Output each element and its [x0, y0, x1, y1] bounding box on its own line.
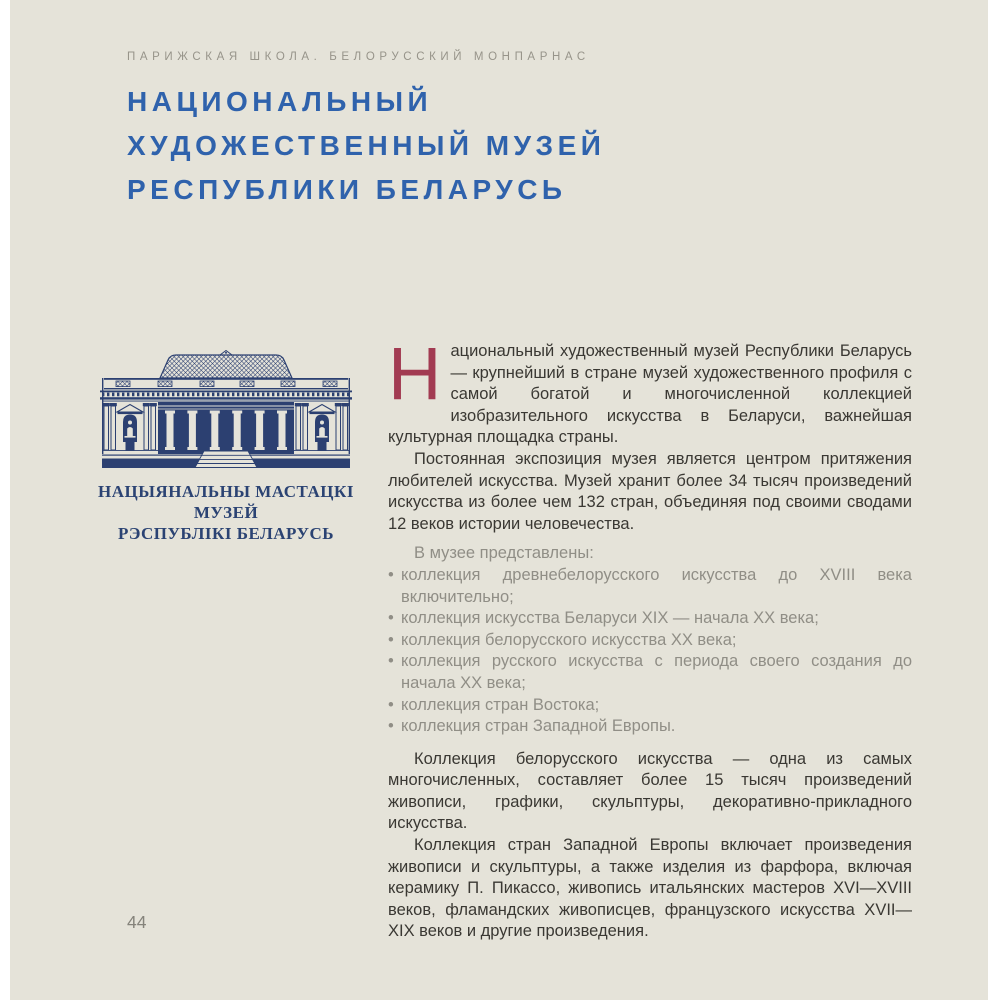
list-item: • коллекция искусства Беларуси XIX — начала XX века; [388, 608, 912, 630]
running-head: ПАРИЖСКАЯ ШКОЛА. БЕЛОРУССКИЙ МОНПАРНАС [127, 51, 590, 63]
collections-section [388, 543, 912, 737]
page-title [127, 80, 605, 212]
drop-cap: Н [388, 332, 442, 415]
paragraph: Коллекция стран Западной Европы включает произведения живописи и скульптуры, а также изделия из фарфора, включая керамику П. Пикассо, живопись итальянских мастеров XVI—XVIII веков, фламандских живописцев, французского искусства XVII—XIX веков и другие произведения. [388, 836, 912, 941]
list-item: • коллекция русского искусства с периода своего создания до начала XX века; [388, 651, 912, 694]
list-intro: В музее представлены: [414, 544, 594, 563]
lead-paragraph-text: ациональный художественный музей Республики Беларусь — крупнейший в стране музей художественного профиля с самой богатой и многочисленной коллекцией изобразительного искусства в Беларуси, важнейшая культурная площадка страны. [388, 342, 912, 447]
figure-caption [70, 481, 382, 544]
figure-caption-line-1: НАЦЫЯНАЛЬНЫ МАСТАЦКІ МУЗЕЙ [98, 482, 354, 522]
paragraph: Постоянная экспозиция музея является центром притяжения любителей искусства. Музей хранит более 34 тысяч произведений искусства из более чем 132 стран, объединяя под своими сводами 12 веков истории человечества. [388, 449, 912, 533]
figure-caption-line-2: РЭСПУБЛІКІ БЕЛАРУСЬ [118, 524, 334, 543]
page-title-line-3: РЕСПУБЛИКИ БЕЛАРУСЬ [127, 174, 567, 205]
list-item: • коллекция белорусского искусства XX века; [388, 630, 912, 652]
page-title-line-1: НАЦИОНАЛЬНЫЙ [127, 86, 433, 117]
museum-figure [70, 350, 382, 544]
paragraph: Коллекция белорусского искусства — одна из самых многочисленных, составляет более 15 тысяч произведений живописи, графики, скульптуры, декоративно-прикладного искусства. [388, 749, 912, 833]
list-item: • коллекция стран Востока; [388, 695, 912, 717]
page-title-line-2: ХУДОЖЕСТВЕННЫЙ МУЗЕЙ [127, 130, 606, 161]
book-page [10, 0, 988, 1000]
list-item: • коллекция древнебелорусского искусства до XVIII века включительно; [388, 565, 912, 608]
collections-list [388, 565, 912, 738]
lead-paragraph [388, 332, 912, 449]
page-number: 44 [127, 912, 147, 932]
article-body [388, 332, 912, 943]
museum-building-illustration [100, 350, 352, 472]
list-item: • коллекция стран Западной Европы. [388, 716, 912, 738]
